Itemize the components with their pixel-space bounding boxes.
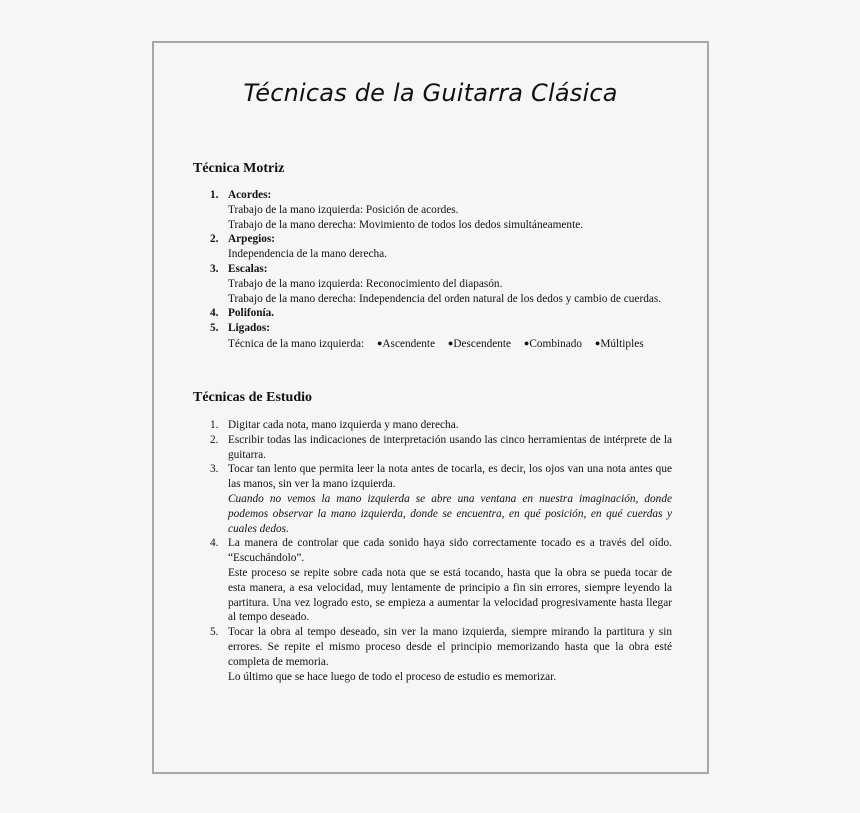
item-title: Ligados: [228,322,271,335]
bullet-dot-icon: ● [594,337,601,348]
item-number: 2. [210,433,219,446]
item-text: Tocar tan lento que permita leer la nota antes de tocarla, es decir, los ojos van una nota antes que las manos, sin ver la mano izquierda. [228,463,672,491]
item-number: 3. [210,262,219,275]
item-extra: Lo último que se hace luego de todo el proceso de estudio es memorizar. [228,670,557,683]
list-item [194,262,672,306]
item-text: Tocar la obra al tempo deseado, sin ver la mano izquierda, siempre mirando la partitura y sin errores. Se repite el mismo proceso desde el principio memorizando hasta que la obra esté completa de memoria. [228,626,672,668]
item-number: 4. [210,537,219,550]
list-item [194,462,672,536]
list-item [194,433,672,463]
list-item [194,306,672,321]
list-item [194,232,672,262]
item-line: Independencia de la mano derecha. [228,248,388,261]
item-number: 5. [210,322,219,335]
tecnica-motriz-list [194,188,672,352]
item-extra: Este proceso se repite sobre cada nota que se está tocando, hasta que la obra se pueda tocar de esta manera, a esa velocidad, muy lentamente de principio a fin sin errores, siempre leyendo la partitura. Una vez logrado esto, se empieza a aumentar la velocidad progresivamente hasta llegar al tempo deseado. [228,566,672,624]
list-item [194,418,672,433]
item-text: Escribir todas las indicaciones de interpretación usando las cinco herramientas de intérprete de la guitarra. [228,433,672,461]
item-number: 2. [210,233,219,246]
item-line: Trabajo de la mano derecha: Independencia del orden natural de los dedos y cambio de cuerdas. [228,292,662,305]
item-line: Trabajo de la mano izquierda: Posición de acordes. [228,203,459,216]
ligados-lead: Técnica de la mano izquierda: [228,337,365,350]
document-page [152,41,709,774]
bullet-combinado: ●Combinado [523,337,583,350]
item-title: Polifonía. [228,307,275,320]
item-number: 4. [210,307,219,320]
bullet-dot-icon: ● [523,337,530,348]
list-item [194,321,672,352]
bullet-ascendente: ●Ascendente [376,337,436,350]
document-title: Técnicas de la Guitarra Clásica [243,79,618,107]
item-text: La manera de controlar que cada sonido haya sido correctamente tocado es a través del oído. “Escuchándolo”. [228,537,672,565]
ligados-line [228,336,672,352]
list-item [194,536,672,625]
list-item [194,188,672,232]
item-title: Escalas: [228,262,268,275]
item-number: 1. [210,419,219,431]
bullet-multiples: ●Múltiples [594,337,644,350]
bullet-dot-icon: ● [376,337,383,348]
section-heading-tecnica-motriz: Técnica Motriz [193,161,285,176]
item-line: Trabajo de la mano izquierda: Reconocimiento del diapasón. [228,277,503,290]
item-italic-note: Cuando no vemos la mano izquierda se abre una ventana en nuestra imaginación, donde podemos observar la mano izquierda, donde se encuentra, en qué posición, en qué cuerdas y cuales dedos. [228,492,672,535]
bullet-descendente: ●Descendente [447,337,512,350]
item-text: Digitar cada nota, mano izquierda y mano derecha. [228,419,459,431]
item-title: Acordes: [228,189,272,201]
item-number: 5. [210,626,219,639]
bullet-dot-icon: ● [447,337,454,348]
list-item [194,625,672,684]
tecnicas-de-estudio-list [194,418,672,684]
item-number: 3. [210,463,219,476]
item-line: Trabajo de la mano derecha: Movimiento de todos los dedos simultáneamente. [228,218,584,231]
item-number: 1. [210,189,219,201]
section-heading-tecnicas-de-estudio: Técnicas de Estudio [193,390,313,405]
item-title: Arpegios: [228,233,276,246]
